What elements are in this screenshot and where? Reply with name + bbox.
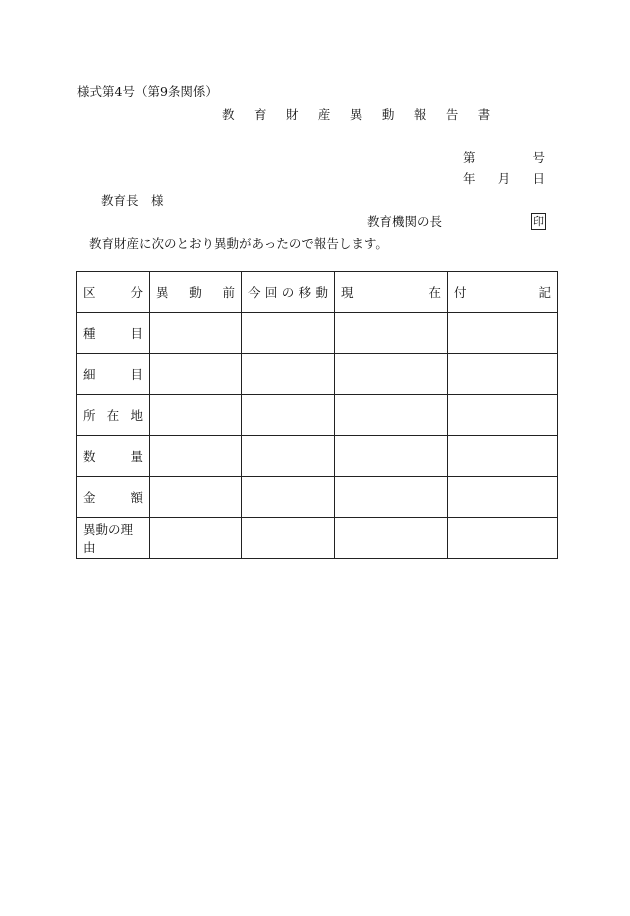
- column-header: [448, 272, 558, 313]
- table-cell[interactable]: [150, 518, 242, 559]
- column-header: [77, 272, 150, 313]
- column-header-label-char: 分: [130, 285, 143, 300]
- column-header-label-char: 異: [156, 285, 169, 300]
- column-header-label-char: 現: [341, 285, 354, 300]
- row-header-label-char: 額: [130, 490, 143, 505]
- column-header-label: [454, 283, 551, 301]
- date-field: [463, 173, 545, 186]
- row-header-label: [83, 406, 143, 424]
- table-cell[interactable]: [448, 518, 558, 559]
- row-header-label-char: 在: [106, 408, 120, 423]
- addressee: 教育長 様: [101, 193, 164, 208]
- document-title: 教 育 財 産 異 動 報 告 書: [222, 107, 499, 122]
- column-header-label-char: 付: [454, 285, 467, 300]
- table-cell[interactable]: [448, 313, 558, 354]
- column-header-label-char: 記: [538, 285, 551, 300]
- table-row: [77, 477, 558, 518]
- table-cell[interactable]: [150, 436, 242, 477]
- report-statement: 教育財産に次のとおり異動があったので報告します。: [89, 236, 388, 251]
- table-row: [77, 518, 558, 559]
- table-cell[interactable]: [335, 354, 448, 395]
- table-cell[interactable]: [150, 354, 242, 395]
- row-header: [77, 436, 150, 477]
- column-header-label-char: 今: [248, 285, 261, 300]
- row-header: [77, 477, 150, 518]
- row-header-label: [83, 488, 143, 506]
- table-cell[interactable]: [335, 395, 448, 436]
- table-cell[interactable]: [448, 395, 558, 436]
- column-header-label-char: 区: [83, 285, 96, 300]
- table-row: [77, 395, 558, 436]
- row-header-label-char: 数: [83, 449, 96, 464]
- form-number: 様式第4号（第9条関係）: [77, 84, 218, 99]
- row-header: [77, 354, 150, 395]
- table-cell[interactable]: [242, 313, 335, 354]
- row-header-label-char: 種: [83, 326, 96, 341]
- table-cell[interactable]: [150, 313, 242, 354]
- table-cell[interactable]: [242, 477, 335, 518]
- number-suffix: 号: [532, 150, 545, 165]
- row-header: [77, 518, 150, 559]
- table-cell[interactable]: [335, 518, 448, 559]
- table-cell[interactable]: [335, 313, 448, 354]
- row-header-label-char: 金: [83, 490, 96, 505]
- table-cell[interactable]: [448, 354, 558, 395]
- column-header-label-char: 移: [298, 285, 312, 300]
- row-header-label: [83, 365, 143, 383]
- date-day: 日: [532, 171, 545, 186]
- table-row: [77, 313, 558, 354]
- table-cell[interactable]: [150, 477, 242, 518]
- row-header-label-char: 地: [130, 408, 143, 423]
- column-header-label-char: 動: [315, 285, 328, 300]
- column-header-label-char: 回: [264, 285, 278, 300]
- row-header-label: [83, 520, 143, 556]
- table-cell[interactable]: [448, 477, 558, 518]
- row-header-label: [83, 324, 143, 342]
- table-cell[interactable]: [242, 436, 335, 477]
- row-header-label-char: 異動の理由: [83, 522, 134, 555]
- table-cell[interactable]: [335, 436, 448, 477]
- date-year: 年: [463, 171, 476, 186]
- sender: 教育機関の長: [367, 214, 443, 229]
- column-header: [242, 272, 335, 313]
- table-cell[interactable]: [448, 436, 558, 477]
- column-header: [150, 272, 242, 313]
- row-header-label-char: 目: [130, 367, 143, 382]
- row-header: [77, 313, 150, 354]
- column-header-label-char: 動: [189, 285, 202, 300]
- table-cell[interactable]: [242, 354, 335, 395]
- row-header-label: [83, 447, 143, 465]
- column-header-label: [156, 283, 235, 301]
- table-cell[interactable]: [335, 477, 448, 518]
- row-header-label-char: 細: [83, 367, 96, 382]
- row-header: [77, 395, 150, 436]
- row-header-label-char: 目: [130, 326, 143, 341]
- column-header-label-char: 在: [428, 285, 441, 300]
- table-row: [77, 436, 558, 477]
- column-header-label: [248, 283, 328, 301]
- seal-mark: 印: [533, 215, 544, 228]
- column-header-label-char: 前: [222, 285, 235, 300]
- table-row: [77, 354, 558, 395]
- column-header-label: [341, 283, 441, 301]
- column-header-label: [83, 283, 143, 301]
- table-cell[interactable]: [150, 395, 242, 436]
- report-table: [76, 271, 558, 559]
- table-cell[interactable]: [242, 518, 335, 559]
- column-header: [335, 272, 448, 313]
- table-cell[interactable]: [242, 395, 335, 436]
- number-prefix: 第: [463, 150, 476, 165]
- row-header-label-char: 量: [130, 449, 143, 464]
- table-header-row: [77, 272, 558, 313]
- document-number-field: [463, 152, 545, 165]
- row-header-label-char: 所: [83, 408, 96, 423]
- date-month: 月: [497, 171, 511, 186]
- column-header-label-char: の: [281, 285, 295, 300]
